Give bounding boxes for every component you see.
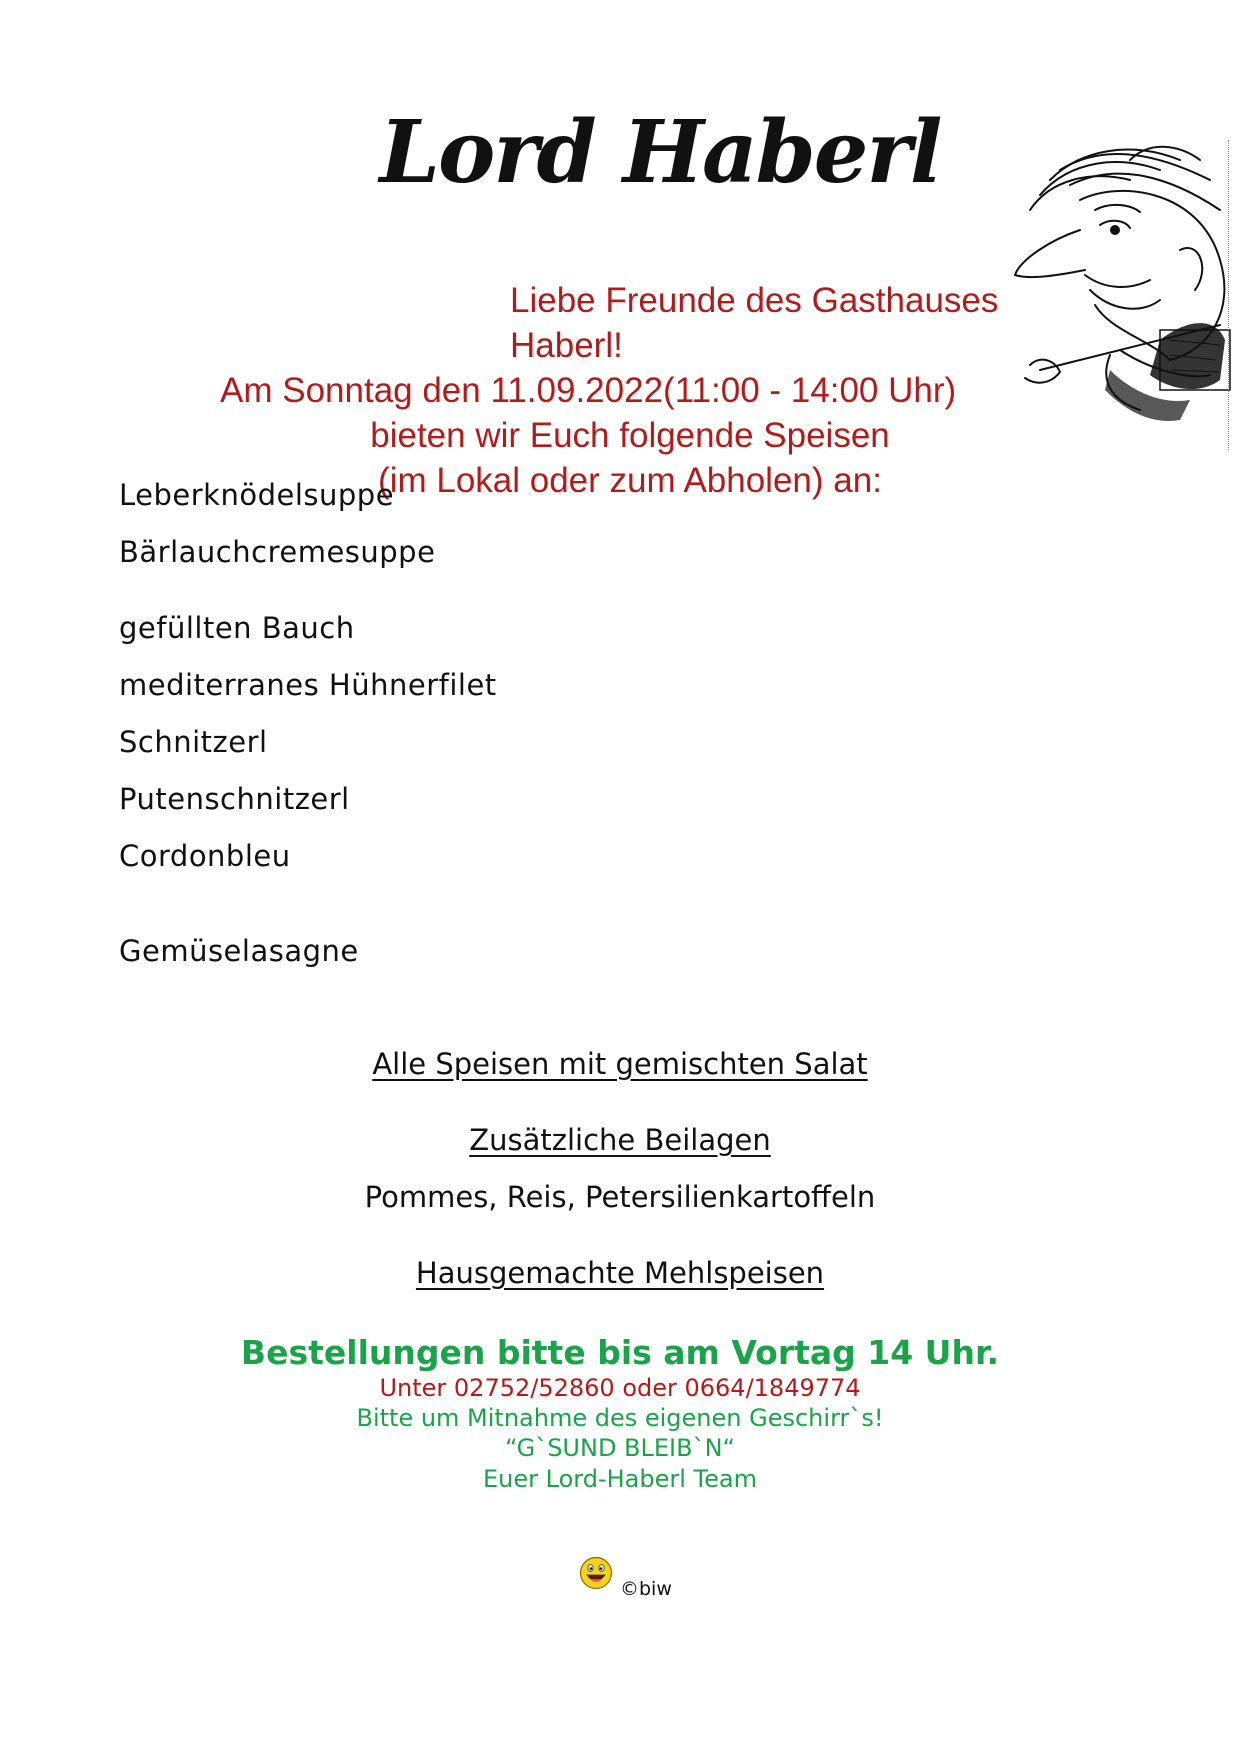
intro-line-2: Am Sonntag den 11.09.2022(11:00 - 14:00 Uhr) bbox=[220, 371, 957, 410]
page-edge-line bbox=[1228, 140, 1230, 450]
menu-item: Cordonbleu bbox=[119, 839, 291, 873]
signature: Euer Lord-Haberl Team bbox=[483, 1465, 757, 1493]
phone-numbers: Unter 02752/52860 oder 0664/1849774 bbox=[379, 1374, 861, 1402]
intro-line-3: bieten wir Euch folgende Speisen bbox=[370, 416, 890, 455]
menu-item: gefüllten Bauch bbox=[119, 611, 355, 645]
intro-text bbox=[180, 278, 1080, 503]
menu-item: Bärlauchcremesuppe bbox=[119, 535, 436, 569]
order-deadline: Bestellungen bitte bis am Vortag 14 Uhr. bbox=[240, 1333, 1000, 1372]
sides-heading: Zusätzliche Beilagen bbox=[469, 1123, 771, 1157]
salad-note: Alle Speisen mit gemischten Salat bbox=[372, 1047, 868, 1081]
menu-item: Gemüselasagne bbox=[119, 934, 359, 968]
greeting: “G`SUND BLEIB`N“ bbox=[505, 1434, 735, 1462]
intro-line-1: Liebe Freunde des Gasthauses Haberl! bbox=[510, 281, 999, 365]
sides-list: Pommes, Reis, Petersilienkartoffeln bbox=[364, 1180, 876, 1214]
desserts-heading: Hausgemachte Mehlspeisen bbox=[415, 1256, 825, 1290]
copyright: ©biw bbox=[620, 1578, 672, 1600]
intro-line-4: (im Lokal oder zum Abholen) an: bbox=[378, 461, 882, 500]
menu-item: Putenschnitzerl bbox=[119, 782, 350, 816]
laughing-smiley-icon bbox=[579, 1556, 613, 1590]
dishes-note: Bitte um Mitnahme des eigenen Geschirr`s! bbox=[356, 1404, 884, 1432]
menu-item: mediterranes Hühnerfilet bbox=[119, 668, 497, 702]
menu-item: Schnitzerl bbox=[119, 725, 268, 759]
menu-item: Leberknödelsuppe bbox=[119, 478, 395, 512]
logo-title: Lord Haberl bbox=[379, 102, 941, 203]
